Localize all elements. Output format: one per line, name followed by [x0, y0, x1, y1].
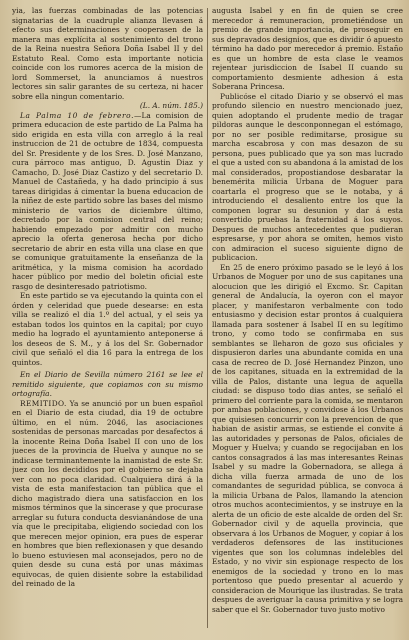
- article-paragraph: En 25 de enero próximo pasado se le leyó á los Urbanos de Moguer por uno de sus capitanes una alocucion que les dirigió el Excmo. Sr. Capitan general de Andalucía, la oyeron con el mayor placer, y manifestaron verbalmente con todo entusiasmo y decision estar prontos á cualquiera llamada para sostener á Isabel II en su legítimo trono, y como todo se confirmaba en sus semblantes se lleharon de gozo sus oficiales y dispusieron darles una abundante comida en una casa de recreo de D. José Hernandez Pinzon, uno de los capitanes, situada en la extremidad de la villa de Palos, distante una legua de aquella ciudad: se dispuso todo dias antes, se señaló el primero del corriente para la comida, se mentaron por ambas poblaciones, y convidose á los Urbanos que quisiesen concurrir con la prevencion de que habian de asistir armas, se estiende el convite á las autoridades y personas de Palos, oficiales de Moguer y Huelva; y cuando se regocijaban en los cantos consagrados á las mas interesantes Reinas Isabel y su madre la Gobernadora, se allega á dicha villa fuerza armada de uno de los comandantes de seguridad pública, se convoca á la milicia Urbana de Palos, llamando la atencion otros muchos acontecimientos, y se instruye en la alerta de un oficio de este alcalde de orden del Sr. Gobernador civil y de aquella provincia, que observara á los Urbanos de Moguer, y copiar á los verdaderos defensores de las instituciones vigentes que son los columnas indelebles del Estado, y no vivir sin espionage respecto de los enemigos de la sociedad y trono en lo mas portentoso que puedo presentar al acuerdo y consideracion de Mourique las ilustradas. Se trata despues de averiguar la causa primitiva y se logra saber que el Sr. Gobernador tuvo justo motivo: [212, 262, 403, 614]
- article-paragraph: Publicóse el citado Diario y se observó el mas profundo silencio en nuestro mencionado juez, quien adoptando el prudente medio de tragar pildoras aunque le desconponnegan el estómago, por no ser posible redimitarse, prosigue su marcha escabrosa y con mas desazon de su persona, pues publicado que ya son mas lucrado el que a usted con su abandona á la amistad de los mal considerados, propostiandose desbaratar la benemérita milicia Urbana de Moguer para coartarla el progreso que se le notaba, y á introduciendo el desaliento entre los que la componen lograr su desunion y dar á esta convertido pruebas la fraternidad á los suyos. Despues de muchos antecedentes que pudieran espresarse, y por ahora se omiten, hemos visto con admiracion el suceso siguiente digno de publicacion.: [212, 91, 403, 262]
- article-paragraph: augusta Isabel y en fin de quien se cree merecedor á remuneracion, prometiéndose un premio de grande importancia, de proseguir en sus depravados designios, que es dividir ó apuesto término ha dado por merecedor á premio. Estaño es que un hombre de esta clase le veamos rejentear jurisdiccion de Isabel II cuando su comportamiento desmiente adhesion á esta Soberana Princesa.: [212, 6, 403, 91]
- article-paragraph: yia, las fuerzas combinadas de las potencias signatarias de la cuadruple alianza llevasen á efecto sus determinaciones y cooperasen de la manera mas explícita al sostenimiento del trono de la Reina nuestra Señora Doña Isabel II y del Estatuto Real. Como esta importante noticia coincide con los rumores acerca de la mision de lord Sommerset, la anunciamos á nuestros lectores sin salir garantes de su certeza, ni hacer sobre ella ningun comentario.: [12, 6, 203, 101]
- column-divider: [207, 8, 208, 628]
- right-column: [212, 6, 403, 634]
- article-intro: En el Diario de Sevilla número 2161 se lee el remitido siguiente, que copiamos con su mismo ortografía.: [12, 370, 203, 398]
- paragraph-body: Ya se anunció por un buen español en el Diario de esta ciudad, dia 19 de octubre último, en el núm. 2046, las asociaciones sostenidas de personas marcadas por desafectos á la inocente Reina Doña Isabel II con uno de los jueces de la provincia de Huelva y aunque no se indicase terminantemente la inamistad de este Sr. juez con los decididos por el gobierno se dejaba ver con no poca claridad. Cualquiera dirá á la vista de esta manifestacion tan pública que el dicho magistrado diera una satisfaccion en los mismos términos que la sincerase y que procurase arreglar su futura conducta desvianándose de una vía que le precipitaba, eligiendo sociedad con los que merecen mejor opinion, era pues de esperar en hombres que bien reflexionasen y que desando lo bueno estuviesen mal aconsejados, pero no de quien desde su cuna está por unas máximas equivocas, de quien disiente sobre la estabilidad del reinado de la: [12, 398, 203, 588]
- left-column: [12, 6, 203, 634]
- text-columns: [12, 6, 403, 636]
- dateline: La Palma 10 de febrero.: [20, 110, 135, 120]
- source-citation: (L. A. núm. 185.): [139, 101, 203, 110]
- article-paragraph: [12, 111, 203, 292]
- section-heading: REMITIDO.: [20, 398, 67, 408]
- paragraph-body: —La comision de primera educacion de este partido de La Palma ha sido erigida en esta villa con arreglo á la real instruccion de 21 de octubre de 1834, compuesta del Sr. Presidente y de los Sres. D. José Manzano, cura párroco mas antiguo, D. Agustin Diaz y Camacho, D. José Diaz Castizo y del secretario D. Manuel de Castañeda, y ha dado principio á sus tareas dirigidas á cimentar la buena educacion de la niñez de este partido sobre las bases del mismo ministerio de varios de diciembre último, decretado por la comision central del reino; habiendo empezado por admitir con mucho aprecio la oferta generosa hecha por dicho secretario de abrir en esta villa una clase en que se comunique gratuitamente la enseñanza de la aritmética, y la misma comision ha acordado hacer público por medio del boletin oficial este rasgo de desinteresado patriotismo.: [12, 110, 203, 291]
- article-paragraph: [12, 399, 203, 589]
- article-paragraph: En este partido se va ejecutando la quinta con el órden y celeridad que puede desearse: en esta villa se realizó el dia 1.º del actual, y el seis ya estaban todos los quintos en la capital; por cuyo medio ha logrado el ayuntamiento anteponerse á los deseos de S. M., y á los del Sr. Gobernador civil que señaló el dia 16 para la entrega de los quintos.: [12, 291, 203, 367]
